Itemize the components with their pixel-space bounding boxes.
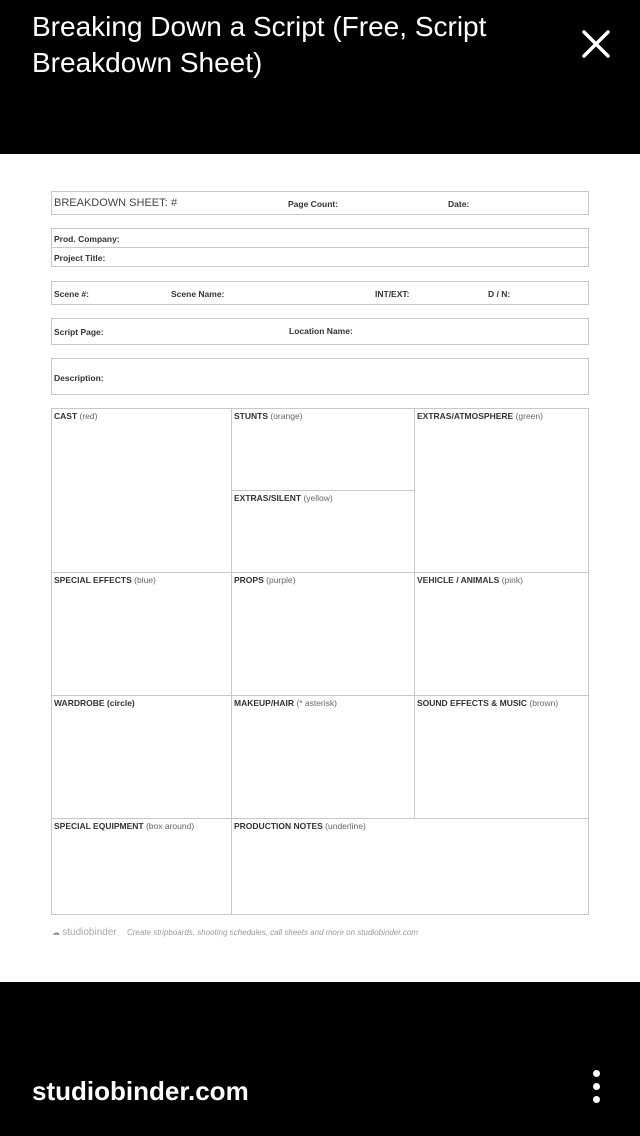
close-icon[interactable] (574, 22, 618, 66)
wardrobe-cell (51, 695, 232, 819)
special-effects-cell (51, 572, 232, 696)
props-cell (231, 572, 415, 696)
props-color: (purple) (266, 575, 296, 585)
special-equipment-label: SPECIAL EQUIPMENT (54, 821, 144, 831)
description-row (51, 358, 589, 395)
project-title-label: Project Title: (54, 253, 106, 263)
more-options-icon[interactable] (582, 1070, 610, 1116)
studiobinder-brand: studiobinder (62, 927, 117, 938)
vehicle-animals-label: VEHICLE / ANIMALS (417, 575, 500, 585)
page-count-label: Page Count: (288, 199, 339, 209)
prod-company-label: Prod. Company: (54, 234, 120, 244)
production-notes-cell (231, 818, 589, 915)
extras-atmosphere-label: EXTRAS/ATMOSPHERE (417, 411, 514, 421)
page-title: Breaking Down a Script (Free, Script Breakdown Sheet) (32, 11, 487, 78)
prod-company-row (51, 228, 589, 248)
stunts-color: (orange) (270, 411, 303, 421)
production-notes-mark: (underline) (325, 821, 366, 831)
top-bar (0, 0, 640, 154)
vehicle-animals-cell (414, 572, 589, 696)
extras-atmosphere-cell (414, 408, 589, 573)
extras-silent-cell (231, 490, 415, 573)
footer-tagline: Create stripboards, shooting schedules, call sheets and more on studiobinder.com (126, 928, 418, 937)
special-effects-label: SPECIAL EFFECTS (54, 575, 132, 585)
breakdown-sheet-heading: BREAKDOWN SHEET: (54, 197, 168, 209)
day-night-label: D / N: (488, 289, 511, 299)
special-equipment-cell (51, 818, 232, 915)
stunts-cell (231, 408, 415, 491)
extras-silent-color: (yellow) (303, 493, 333, 503)
cast-cell (51, 408, 232, 573)
special-effects-color: (blue) (134, 575, 156, 585)
stunts-label: STUNTS (234, 411, 268, 421)
special-equipment-mark: (box around) (145, 821, 195, 831)
bottom-bar (0, 982, 640, 1136)
makeup-hair-cell (231, 695, 415, 819)
description-label: Description: (54, 373, 104, 383)
int-ext-label: INT/EXT: (375, 289, 410, 299)
script-page-label: Script Page: (54, 327, 104, 337)
sound-effects-cell (414, 695, 589, 819)
makeup-hair-label: MAKEUP/HAIR (234, 698, 294, 708)
vehicle-animals-color: (pink) (501, 575, 523, 585)
scene-number-label: Scene #: (54, 289, 89, 299)
studiobinder-logo-icon: ☁ (52, 928, 60, 937)
cast-color: (red) (79, 411, 98, 421)
scene-name-label: Scene Name: (171, 289, 225, 299)
extras-silent-label: EXTRAS/SILENT (234, 493, 302, 503)
extras-atmosphere-color: (green) (515, 411, 543, 421)
makeup-hair-mark: (* asterisk) (296, 698, 337, 708)
sheet-footer (52, 927, 418, 938)
location-name-label: Location Name: (289, 326, 353, 336)
source-link[interactable]: studiobinder.com (32, 1076, 249, 1106)
production-notes-label: PRODUCTION NOTES (234, 821, 323, 831)
wardrobe-label: WARDROBE (circle) (54, 698, 135, 708)
sound-effects-color: (brown) (529, 698, 559, 708)
breakdown-sheet-hash: # (171, 197, 178, 209)
project-title-row (51, 247, 589, 267)
date-label: Date: (448, 199, 470, 209)
cast-label: CAST (54, 411, 78, 421)
props-label: PROPS (234, 575, 264, 585)
sound-effects-label: SOUND EFFECTS & MUSIC (417, 698, 528, 708)
